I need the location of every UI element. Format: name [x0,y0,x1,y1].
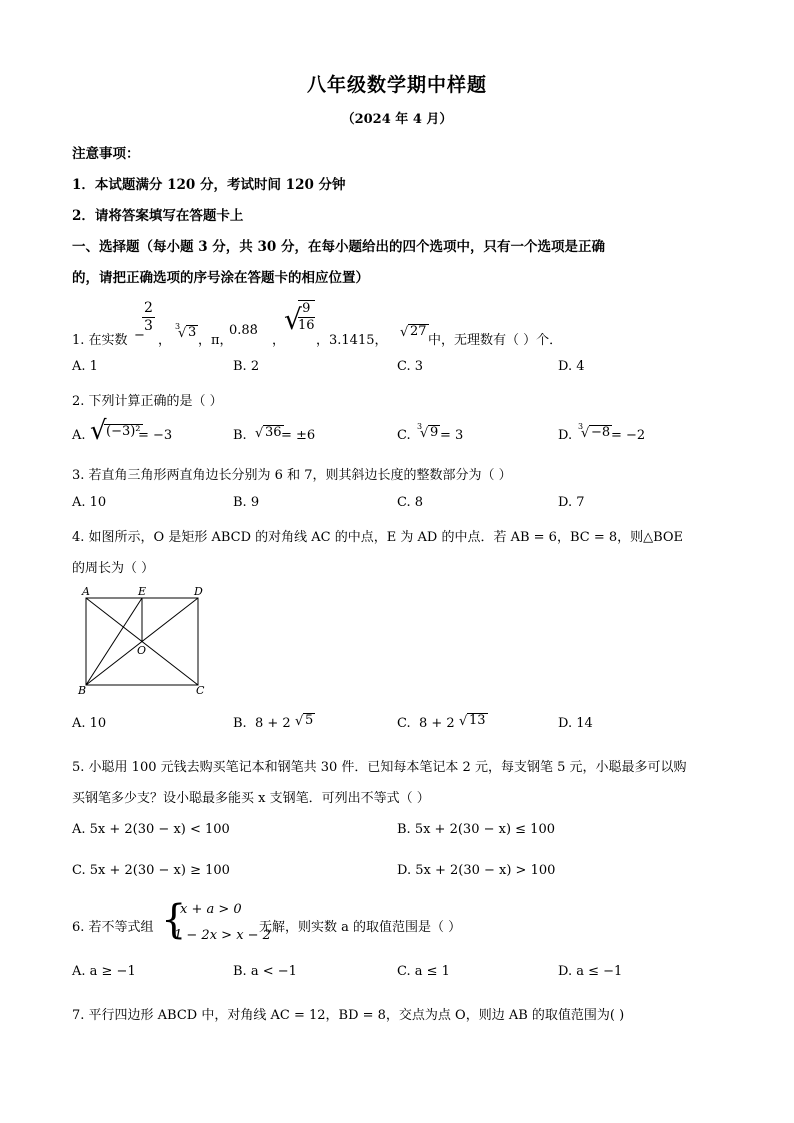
label-c: C [196,684,205,697]
q5-option-b[interactable]: B. 5x + 2(30 − x) ≤ 100 [397,822,555,837]
q6-suffix: 无解，则实数 a 的取值范围是（ ） [259,920,462,935]
q6-option-c[interactable]: C. a ≤ 1 [397,964,450,979]
label-b: B [78,684,87,697]
q6-option-d[interactable]: D. a ≤ −1 [558,964,623,979]
q3-option-c[interactable]: C. 8 [397,495,424,510]
q1-option-a[interactable]: A. 1 [72,359,98,374]
segment-be [86,598,142,685]
question-4-line-1: 4. 如图所示，O 是矩形 ABCD 的对角线 AC 的中点，E 为 AD 的中点．若 AB = 6，BC = 8，则△BOE [72,530,684,545]
section-1-line-1: 一、选择题（每小题 3 分，共 30 分，在每小题给出的四个选项中，只有一个选项是正确 [72,239,605,255]
question-5-line-1: 5. 小聪用 100 元钱去购买笔记本和钢笔共 30 件．已知每本笔记本 2 元，每支钢笔 5 元，小聪最多可以购 [72,760,687,775]
section-1-line-2: 的，请把正确选项的序号涂在答题卡的相应位置） [72,270,369,286]
label-a: A [82,585,90,598]
question-4-line-2: 的周长为（ ） [72,561,155,576]
q1-option-b[interactable]: B. 2 [233,359,260,374]
exam-date: （2024 年 4 月） [341,112,453,127]
q1-option-d[interactable]: D. 4 [558,359,585,374]
q6-inequality-1: x + a > 0 [180,902,242,917]
q4-option-d[interactable]: D. 14 [558,716,593,731]
q3-option-a[interactable]: A. 10 [72,495,107,510]
q1-prefix: 1. 在实数 [72,333,128,348]
q6-prefix: 6. 若不等式组 [72,920,154,935]
q2-option-b[interactable]: B. √ 36 = ±6 [233,425,316,443]
question-2: 2. 下列计算正确的是（ ） [72,394,223,409]
notice-item-1: 1．本试题满分 120 分，考试时间 120 分钟 [72,177,346,193]
label-o: O [137,644,147,657]
q5-option-d[interactable]: D. 5x + 2(30 − x) > 100 [397,863,556,878]
question-7: 7. 平行四边形 ABCD 中，对角线 AC = 12，BD = 8，交点为点 O，则边 AB 的取值范围为( ) [72,1008,625,1023]
q1-fraction: $\frac{2}{3}$ [144,300,153,334]
q1-sqrt-fraction: $\frac{9}{16}$ [298,301,315,333]
q1-frac-neg: − [134,328,145,343]
q1-cbrt-radicand: 3 [188,325,197,340]
q3-option-d[interactable]: D. 7 [558,495,585,510]
question-6 [72,898,572,950]
label-d: D [194,585,203,598]
q6-inequality-2: 1 − 2x > x − 2 [174,928,271,943]
q2-option-d[interactable]: D. 3 √ −8 = −2 [558,422,646,443]
q4-option-a[interactable]: A. 10 [72,716,107,731]
q5-option-c[interactable]: C. 5x + 2(30 − x) ≥ 100 [72,863,230,878]
q1-repeating-decimal: 0.88̇ [229,323,258,338]
q6-option-a[interactable]: A. a ≥ −1 [72,964,136,979]
label-e: E [138,585,147,598]
rectangle-abcd-figure [76,582,216,700]
q6-system-brace: { [161,897,187,943]
q4-option-c[interactable]: C. 8 + 2 √ 13 [397,713,486,731]
q6-option-b[interactable]: B. a < −1 [233,964,297,979]
q1-sqrt27: 27 [410,324,427,339]
q4-option-b[interactable]: B. 8 + 2 √ 5 [233,713,314,731]
question-5-line-2: 买钢笔多少支？设小聪最多能买 x 支钢笔．可列出不等式（ ） [72,791,430,806]
q2-option-a[interactable]: A. √ (−3)² = −3 [72,416,173,446]
notice-item-2: 2．请将答案填写在答题卡上 [72,208,244,224]
q3-option-b[interactable]: B. 9 [233,495,260,510]
notice-heading: 注意事项： [72,146,140,162]
q2-option-c[interactable]: C. 3 √ 9 = 3 [397,422,464,443]
q5-option-a[interactable]: A. 5x + 2(30 − x) < 100 [72,822,230,837]
question-3: 3. 若直角三角形两直角边长分别为 6 和 7，则其斜边长度的整数部分为（ ） [72,468,512,483]
exam-page: 八年级数学期中样题 （2024 年 4 月） 注意事项： 1．本试题满分 120 分，考试时间 120 分钟 2．请将答案填写在答题卡上 一、选择题（每小题 3 分，共 30 分，在每小题给出的四个选项中，只有一个选项是正确 的，请把正确选项的序号涂在答题卡的相应位置） 1. 在实数 − $\frac{2}{3}$ ， 3 √ 3 ，π， 0.88̇ ， √ $\frac{9}{16}$ ，3.1415， √ 27 中，无理数有（ ）个． A. 1 B. 2 C. 3 D. 4 2. 下列计算正确的是（ ） A. √ (−3)² = −3 B. √ 36 = ±6 C. 3 √ 9 = 3 D. 3 √ −8 = −2 3. 若直角三角形两直角边长分别为 6 和 7，则其斜边长度的整数部分为（ ） A. 10 B. 9 C. 8 D. 7 4. 如图所示，O 是矩形 ABCD 的对角线 AC 的中点，E 为 AD 的中点．若 AB = 6，BC = 8，则△BOE 的周长为（ ） A E D O B C A. 10 B. 8 + 2 √ 5 C. 8 + 2 √ 13 D. 14 5. 小聪用 100 元钱去购买笔记本和钢笔共 30 件．已知每本笔记本 2 元，每支钢笔 5 元，小聪最多可以购 买钢笔多少支？设小聪最多能买 x 支钢笔．可列出不等式（ ） A. 5x + 2(30 − x) < 100 B. 5x + 2(30 − x) ≤ 100 C. 5x + 2(30 − x) ≥ 100 D. 5x + 2(30 − x) > 100 6. 若不等式组 { x + a > 0 1 − 2x > x − 2 无解，则实数 a 的取值范围是（ ） A. a ≥ −1 B. a < −1 C. a ≤ 1 D. a ≤ −1 7. 平行四边形 ABCD 中，对角线 AC = 12，BD = 8，交点为点 O，则边 AB 的取值范围为( ) [0,0,794,1123]
page-title: 八年级数学期中样题 [306,74,487,96]
q1-option-c[interactable]: C. 3 [397,359,424,374]
q1-cbrt-index: 3 [175,322,181,331]
